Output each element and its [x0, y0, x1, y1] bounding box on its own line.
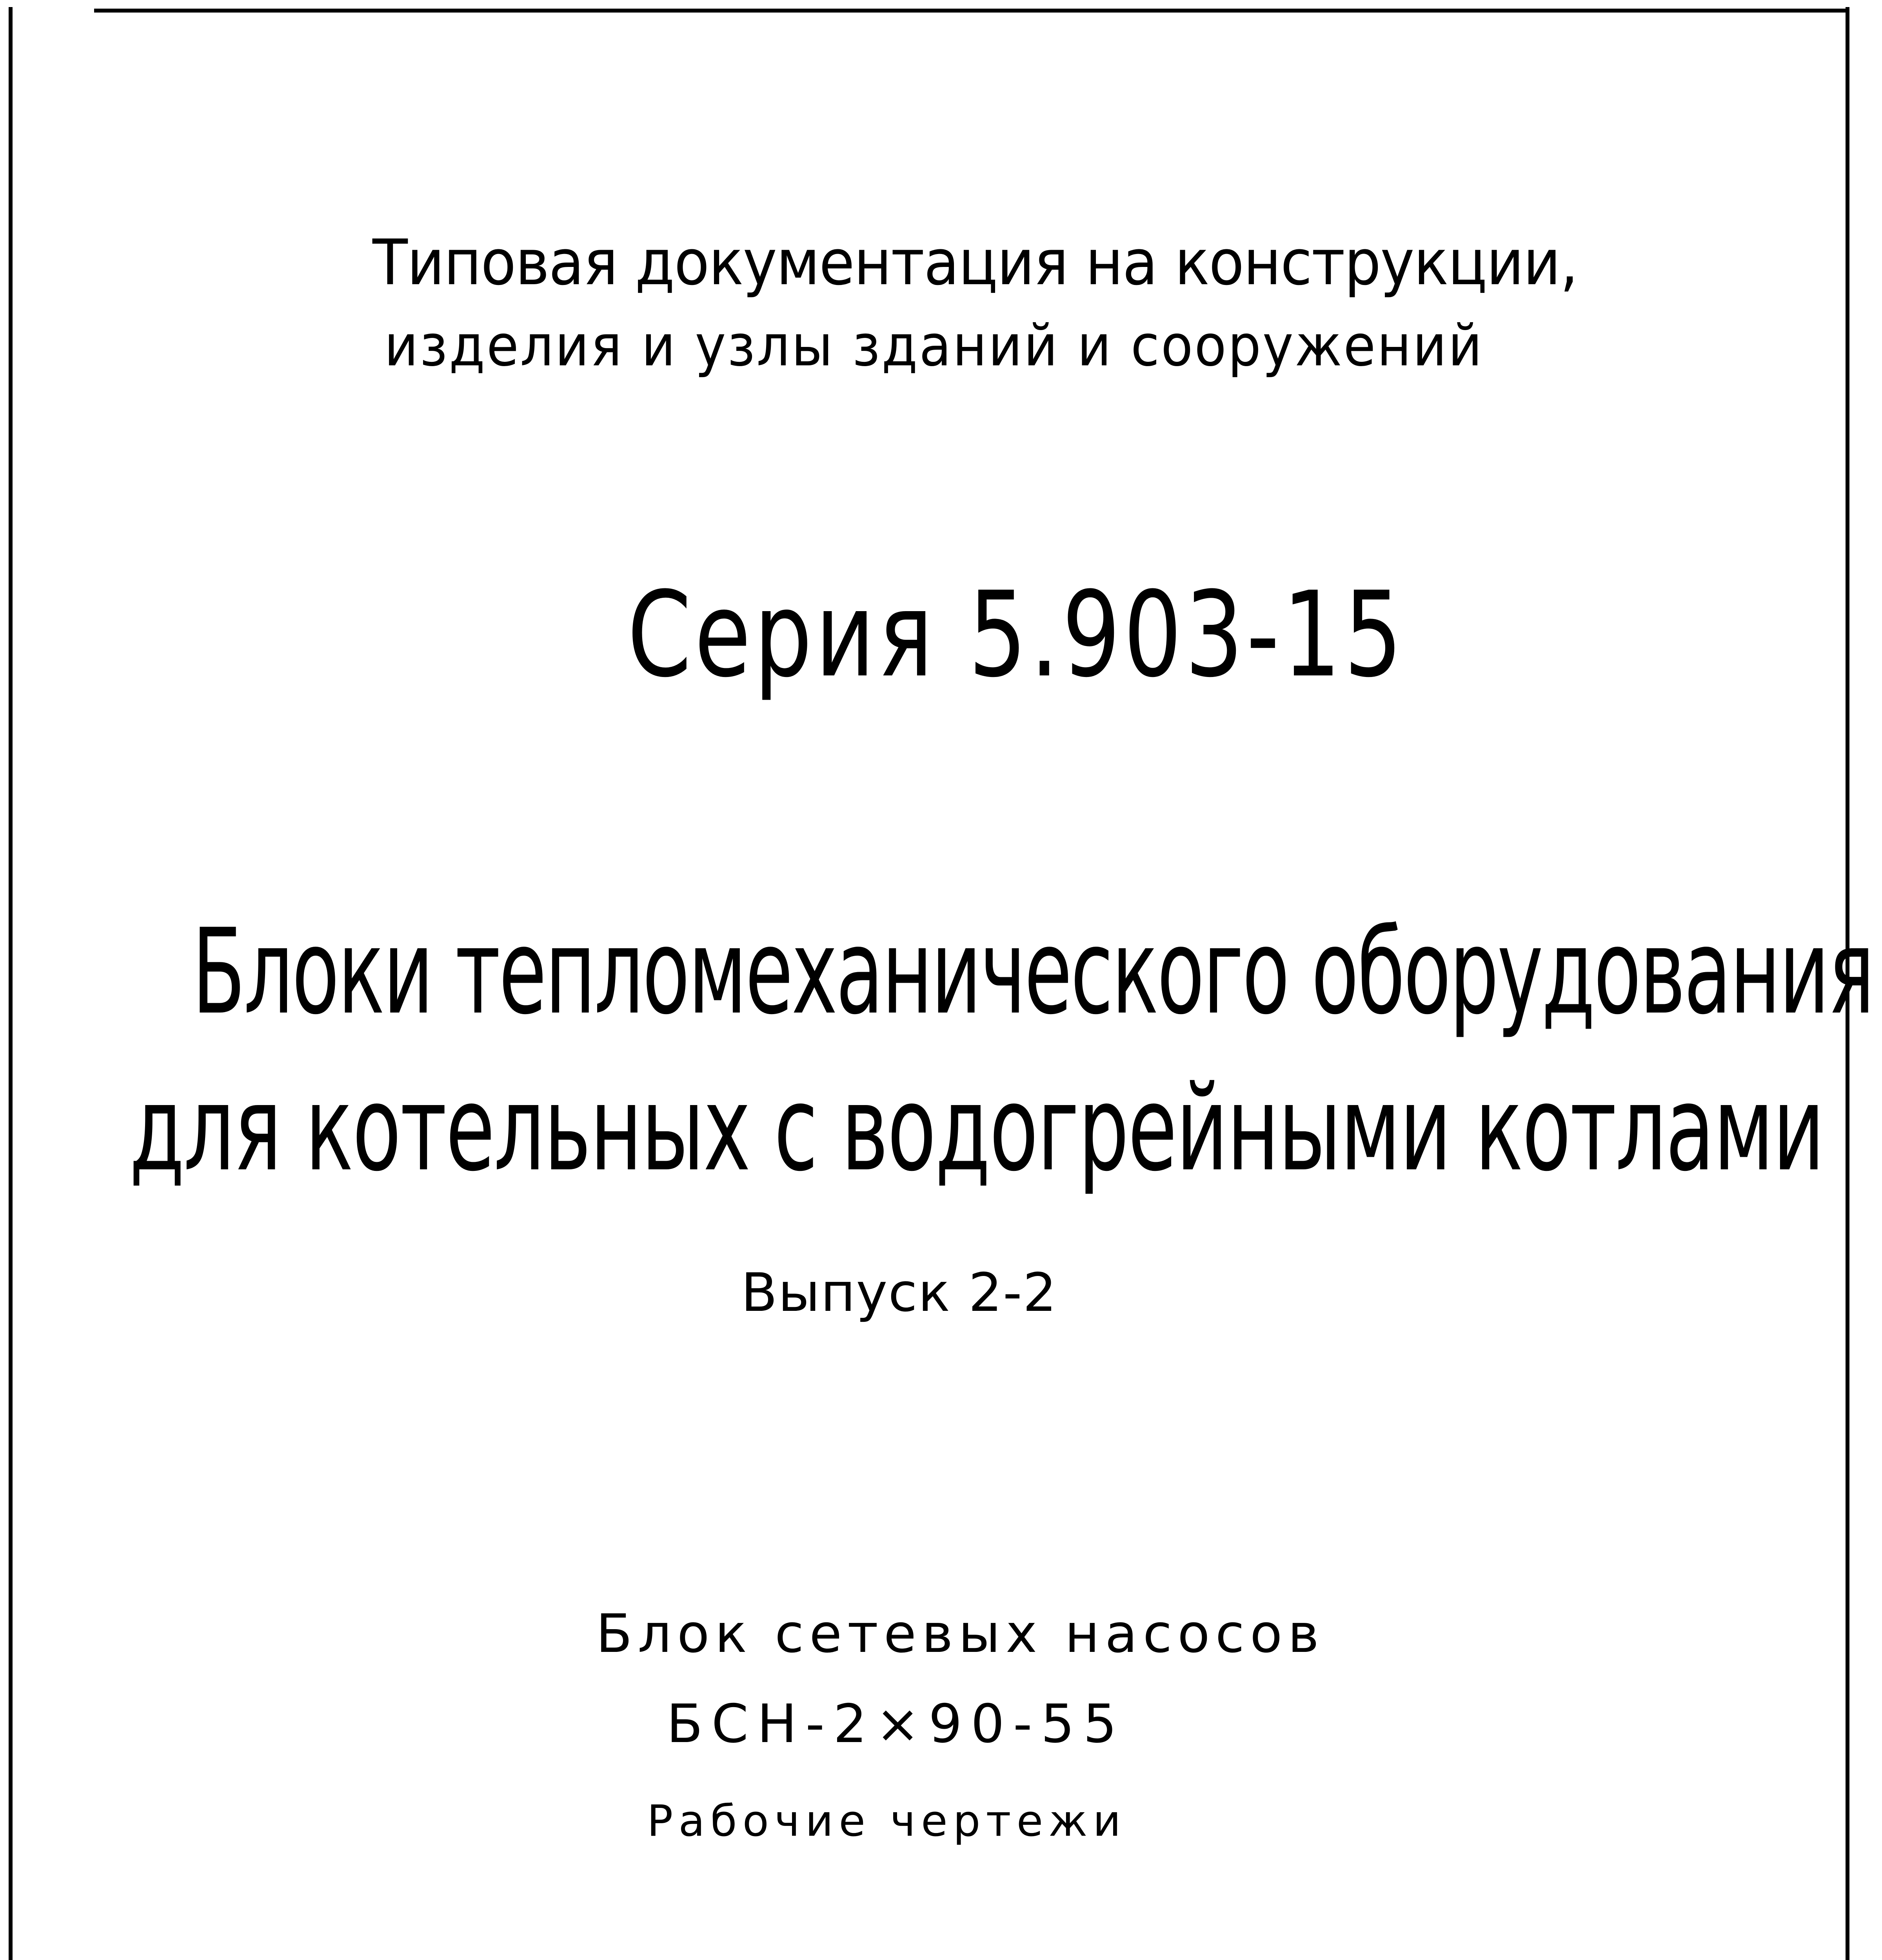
issue-label: Выпуск 2-2 [741, 1262, 1057, 1323]
block-code: БСН-2×90-55 [667, 1693, 1126, 1755]
document-title-line-1: Блоки тепломеханического оборудования [192, 904, 1873, 1040]
drawings-label: Рабочие чертежи [647, 1796, 1126, 1846]
header-line-2: изделия и узлы зданий и сооружений [384, 313, 1484, 379]
document-title-line-2: для котельных с водогрейными котлами [129, 1060, 1824, 1197]
block-name: Блок сетевых насосов [596, 1603, 1325, 1664]
page-frame-top [94, 9, 1847, 13]
header-line-1: Типовая документация на конструкции, [372, 226, 1578, 299]
series-title: Серия 5.903-15 [627, 566, 1406, 703]
